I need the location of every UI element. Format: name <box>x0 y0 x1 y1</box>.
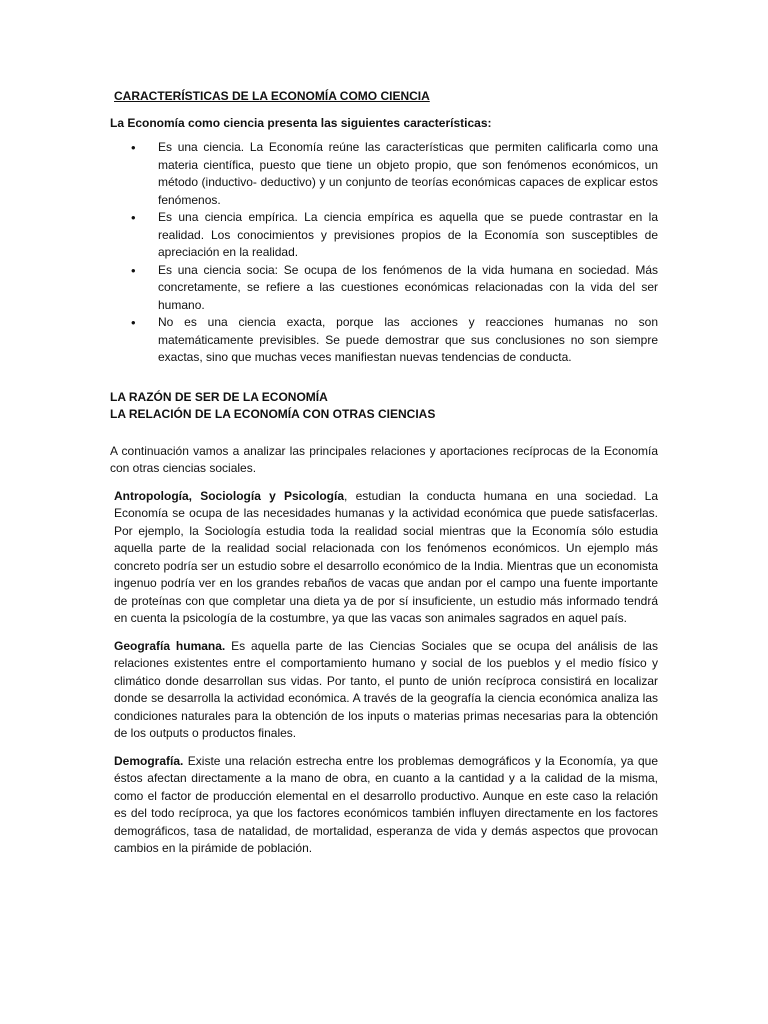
paragraph-demografia-text: Existe una relación estrecha entre los problemas demográficos y la Economía, ya que éstos afectan directamente a la mano de obra, en cuanto a la cantidad y a la calidad de la misma, como el factor de producción elemental en el desarrollo productivo. Aunque en este caso la relación es del todo recíproca, ya que los factores económicos también influyen directamente en los factores demográficos, tasa de natalidad, de mortalidad, esperanza de vida y demás aspectos que provocan cambios en la pirámide de población. <box>114 753 658 855</box>
section-headings <box>110 389 658 423</box>
list-item <box>110 139 658 209</box>
bullet-icon: • <box>131 262 136 278</box>
paragraph-antropologia <box>110 488 658 628</box>
list-item <box>110 262 658 315</box>
term-geografia: Geografía humana. <box>114 638 226 653</box>
paragraph-demografia <box>110 753 658 858</box>
term-demografia: Demografía. <box>114 753 184 768</box>
section-heading-razon: LA RAZÓN DE SER DE LA ECONOMÍA <box>110 389 328 404</box>
bullet-icon: • <box>131 315 136 330</box>
section-heading-relacion: LA RELACIÓN DE LA ECONOMÍA CON OTRAS CIENCIAS <box>110 406 436 421</box>
list-item-text: Es una ciencia socia: Se ocupa de los fenómenos de la vida humana en sociedad. Más concretamente, se refiere a las cuestiones económicas relacionadas con la vida del ser humano. <box>158 262 658 312</box>
document-title <box>110 88 658 106</box>
list-item-text: No es una ciencia exacta, porque las acciones y reacciones humanas no son matemáticamente previsibles. Se puede demostrar que sus conclusiones no son siempre exactas, sino que muchas veces manifiestan nuevas tendencias de conducta. <box>158 315 658 364</box>
intro-line: La Economía como ciencia presenta las siguientes características: <box>110 115 492 130</box>
paragraph-geografia <box>110 638 658 743</box>
characteristics-list <box>110 139 658 367</box>
list-item-text: Es una ciencia. La Economía reúne las características que permiten calificarla como una materia científica, puesto que tiene un objeto propio, que son fenómenos económicos, un método (inductivo- deductivo) y un conjunto de teorías económicas capaces de explicar estos fenómenos. <box>158 140 658 207</box>
paragraph-geografia-text: Es aquella parte de las Ciencias Sociales que se ocupa del análisis de las relaciones existentes entre el comportamiento humano y social de los pueblos y el medio físico y climático donde desarrollan sus vidas. Por tanto, el punto de unión recíproca consistirá en localizar donde se desarrolla la actividad económica. A través de la geografía la ciencia económica analiza las condiciones naturales para la obtención de los inputs o materias primas necesarias para la obtención de los outputs o productos finales. <box>114 638 658 740</box>
list-item-text: Es una ciencia empírica. La ciencia empírica es aquella que se puede contrastar en la realidad. Los conocimientos y previsiones propios de la Economía son susceptibles de apreciación en la realidad. <box>158 210 658 259</box>
bullet-icon: • <box>131 140 136 155</box>
bullet-icon: • <box>131 210 136 225</box>
intro-paragraph: A continuación vamos a analizar las principales relaciones y aportaciones recíprocas de la Economía con otras ciencias sociales. <box>110 443 658 475</box>
document-title-text: CARACTERÍSTICAS DE LA ECONOMÍA COMO CIENCIA <box>114 89 430 103</box>
list-item <box>110 209 658 262</box>
list-item <box>110 314 658 367</box>
paragraph-antropologia-text: , estudian la conducta humana en una sociedad. La Economía se ocupa de las necesidades humanas y la actividad económica que puede satisfacerlas. Por ejemplo, la Sociología estudia toda la realidad social mientras que la Economía sólo estudia aquella parte de la realidad social relacionada con los fenómenos económicos. Un ejemplo más concreto podría ser un estudio sobre el desarrollo económico de la India. Mientras que un economista ingenuo podría ver en los grandes rebaños de vacas que andan por el campo una fuente importante de proteínas con que completar una dieta ya de por sí insuficiente, un estudio más informado tendrá en cuenta la psicología de la costumbre, ya que las vacas son animales sagrados en aquel país. <box>114 488 659 625</box>
term-antropologia: Antropología, Sociología y Psicología <box>114 488 345 503</box>
